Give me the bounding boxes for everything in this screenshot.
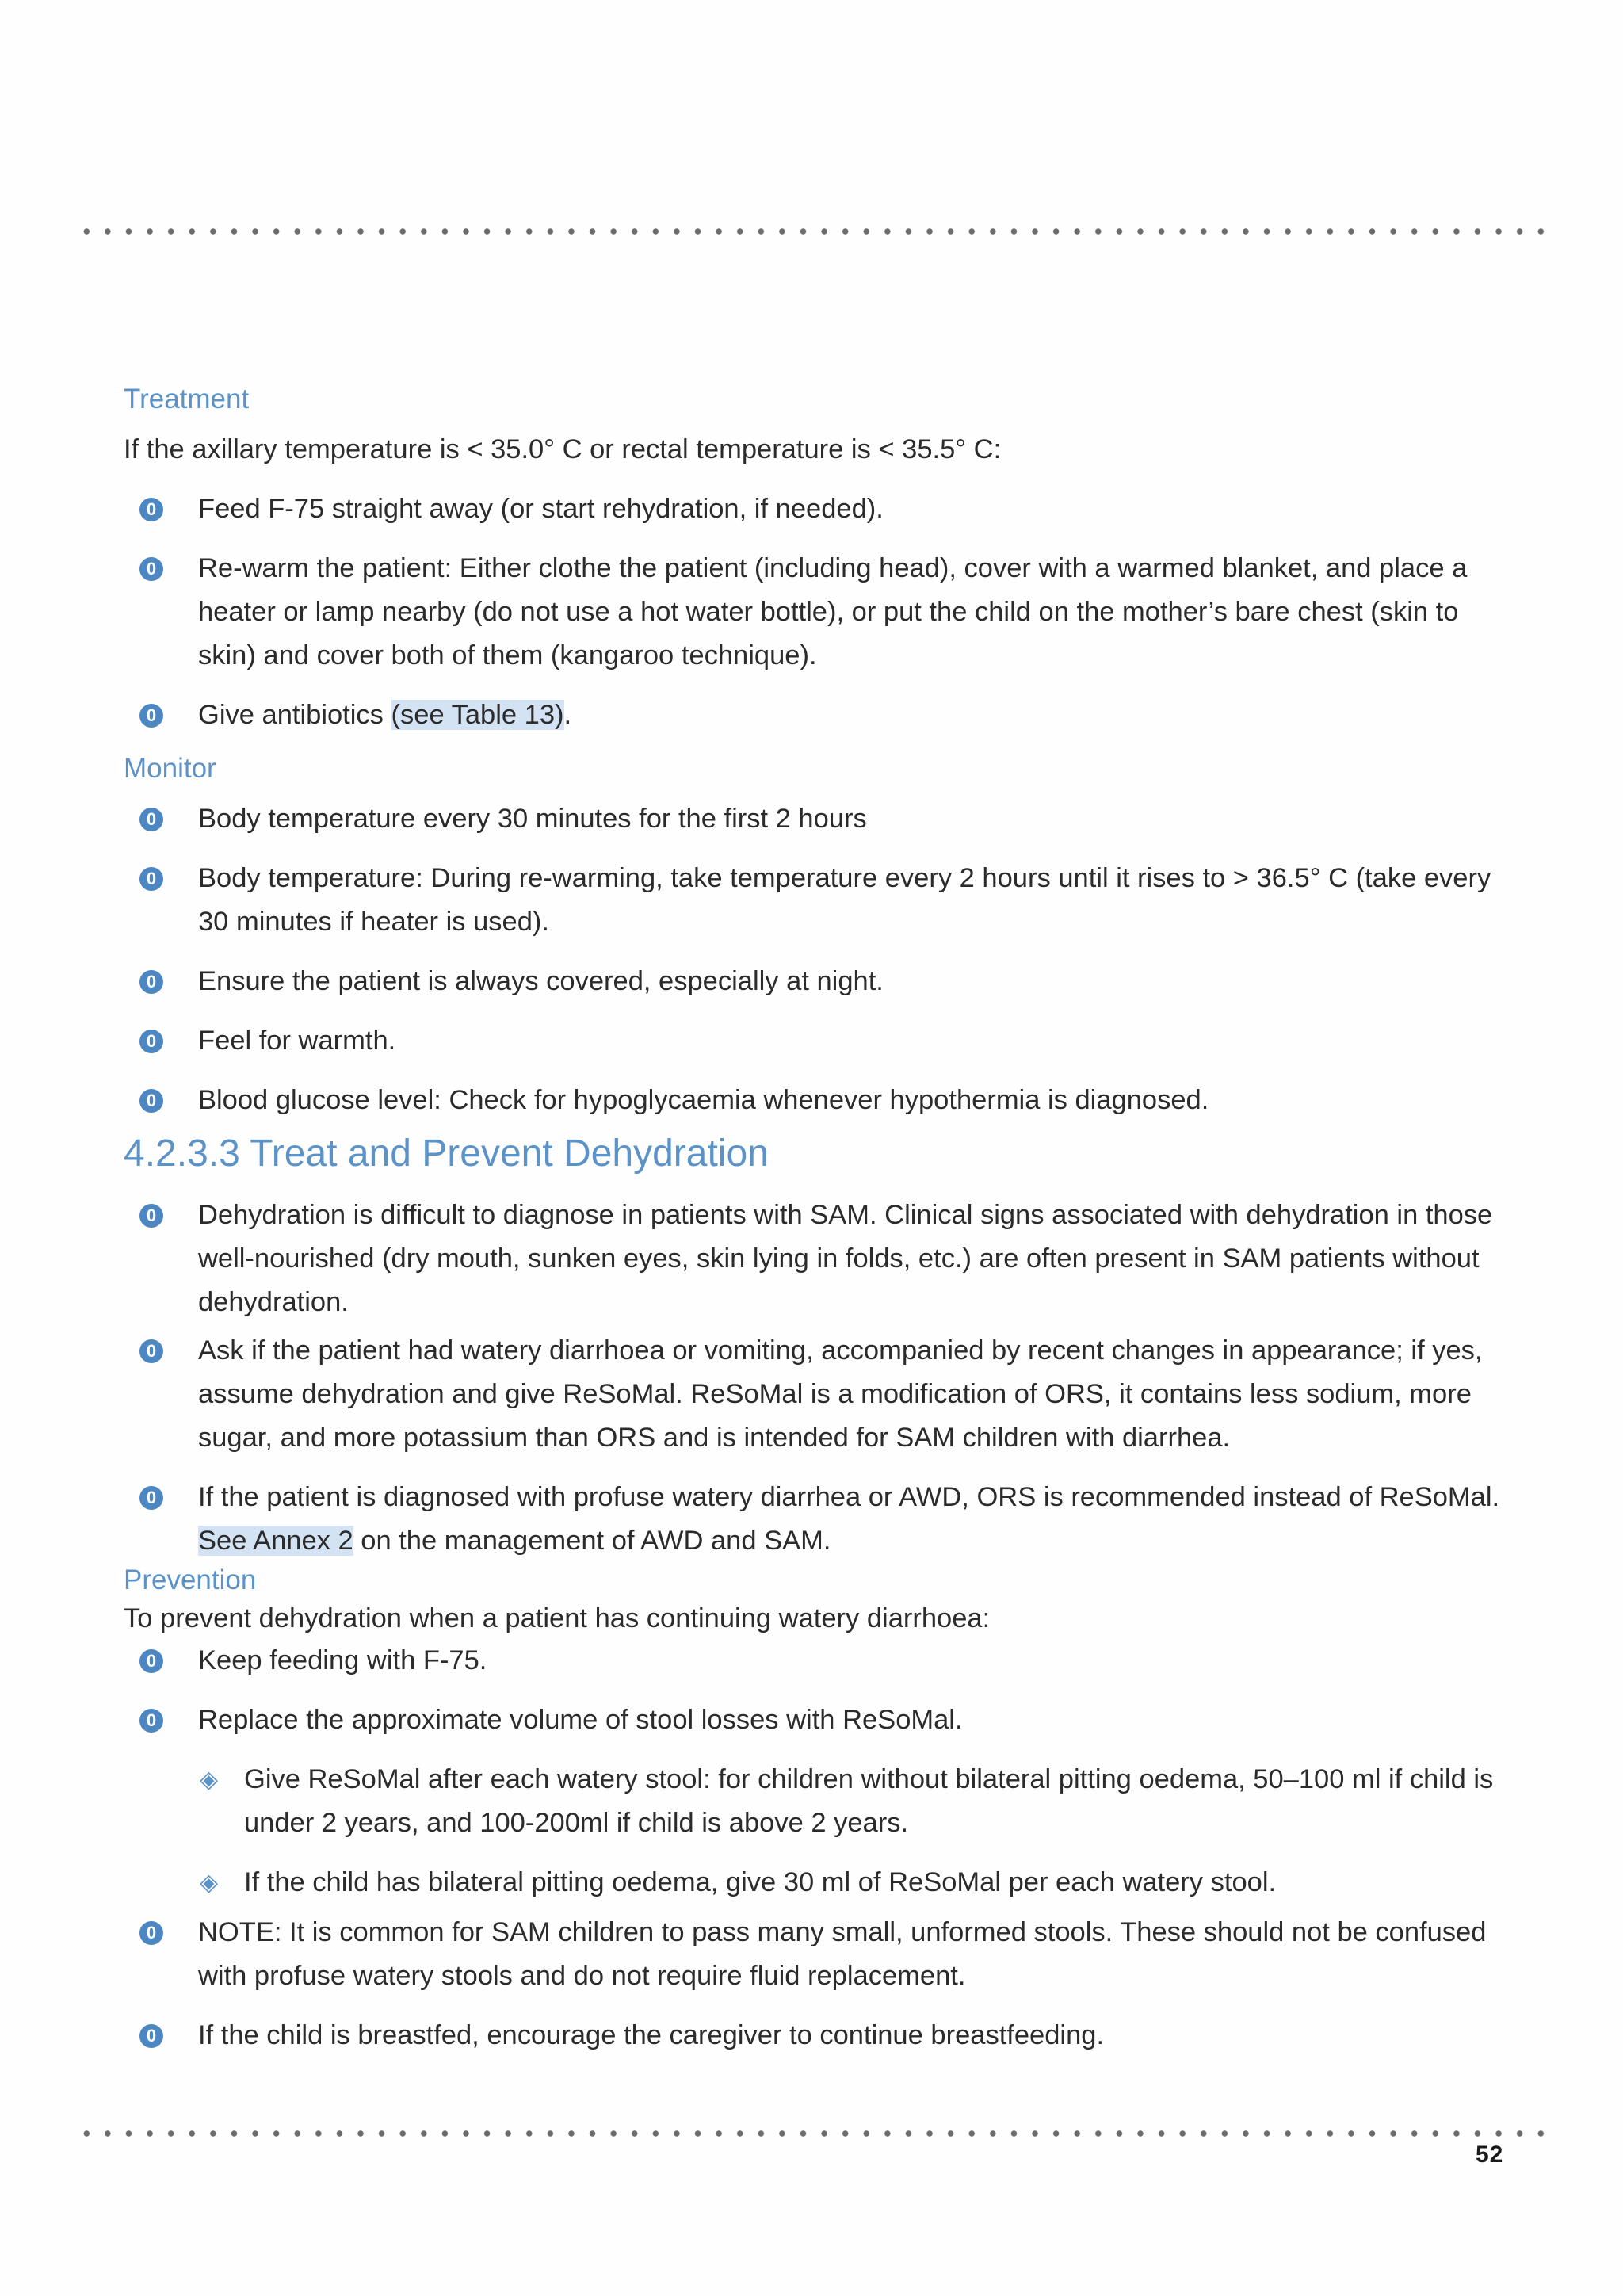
list-item: 0 If the patient is diagnosed with profuse watery diarrhea or AWD, ORS is recommended instead of ReSoMal. See Annex 2 on the management of AWD and SAM. — [124, 1476, 1503, 1563]
bottom-dotted-rule — [76, 2129, 1550, 2138]
sub-list-item: ◈ Give ReSoMal after each watery stool: for children without bilateral pitting oedema, 50–100 ml if child is under 2 years, and 100-200ml if child is above 2 years. — [124, 1758, 1503, 1845]
treatment-heading: Treatment — [124, 384, 250, 415]
list-item: 0 Body temperature every 30 minutes for the first 2 hours — [124, 797, 1503, 841]
list-item: 0 Blood glucose level: Check for hypoglycaemia whenever hypothermia is diagnosed. — [124, 1079, 1503, 1122]
bullet-icon: 0 — [139, 1204, 163, 1228]
bullet-icon: 0 — [139, 1921, 163, 1945]
diamond-bullet-icon: ◈ — [200, 1767, 219, 1793]
page-number: 52 — [1476, 2141, 1504, 2168]
bullet-icon: 0 — [139, 1030, 163, 1053]
bullet-icon: 0 — [139, 704, 163, 728]
monitor-heading: Monitor — [124, 753, 216, 784]
bullet-icon: 0 — [139, 808, 163, 831]
bullet-icon: 0 — [139, 1649, 163, 1673]
list-item: 0 Re-warm the patient: Either clothe the patient (including head), cover with a warmed blanket, and place a heater or lamp nearby (do not use a hot water bottle), or put the child on the mother’s bare chest (skin to skin) and cover both of them (kangaroo technique). — [124, 547, 1503, 678]
list-item: 0 Keep feeding with F-75. — [124, 1639, 1503, 1683]
treatment-list — [124, 487, 1503, 737]
list-item: 0 Feel for warmth. — [124, 1019, 1503, 1063]
list-item: 0 NOTE: It is common for SAM children to pass many small, unformed stools. These should not be confused with profuse watery stools and do not require fluid replacement. — [124, 1911, 1503, 1998]
diamond-bullet-icon: ◈ — [200, 1870, 219, 1896]
bullet-icon: 0 — [139, 970, 163, 994]
prevention-heading: Prevention — [124, 1564, 257, 1595]
bullet-icon: 0 — [139, 2024, 163, 2048]
top-dotted-rule — [76, 227, 1550, 236]
bullet-icon: 0 — [139, 1486, 163, 1510]
prevention-list — [124, 1639, 1503, 2057]
monitor-list — [124, 797, 1503, 1122]
list-item: 0 Ensure the patient is always covered, especially at night. — [124, 960, 1503, 1003]
list-item: 0 Feed F-75 straight away (or start rehydration, if needed). — [124, 487, 1503, 531]
bullet-icon: 0 — [139, 867, 163, 891]
list-item: 0 Replace the approximate volume of stool losses with ReSoMal. — [124, 1698, 1503, 1742]
list-item: 0 Ask if the patient had watery diarrhoea or vomiting, accompanied by recent changes in appearance; if yes, assume dehydration and give ReSoMal. ReSoMal is a modification of ORS, it contains less sodium, more sugar, and more potassium than ORS and is intended for SAM children with diarrhea. — [124, 1329, 1503, 1460]
treatment-intro: If the axillary temperature is < 35.0° C or rectal temperature is < 35.5° C: — [124, 434, 1002, 464]
list-item: 0 Give antibiotics (see Table 13). — [124, 693, 1503, 737]
sub-list-item: ◈ If the child has bilateral pitting oedema, give 30 ml of ReSoMal per each watery stool. — [124, 1861, 1503, 1904]
prevention-intro: To prevent dehydration when a patient has continuing watery diarrhoea: — [124, 1603, 991, 1633]
page-content — [124, 382, 1503, 2057]
bullet-icon: 0 — [139, 1709, 163, 1733]
section-heading: 4.2.3.3 Treat and Prevent Dehydration — [124, 1133, 769, 1175]
list-item: 0 If the child is breastfed, encourage the caregiver to continue breastfeeding. — [124, 2014, 1503, 2057]
bullet-icon: 0 — [139, 1089, 163, 1113]
bullet-icon: 0 — [139, 498, 163, 521]
table-13-link[interactable]: (see Table 13) — [391, 700, 564, 730]
list-item: 0 Body temperature: During re-warming, take temperature every 2 hours until it rises to > 36.5° C (take every 30 minutes if heater is used). — [124, 857, 1503, 944]
bullet-icon: 0 — [139, 1339, 163, 1363]
list-item: 0 Dehydration is difficult to diagnose in patients with SAM. Clinical signs associated with dehydration in those well-nourished (dry mouth, sunken eyes, skin lying in folds, etc.) are often present in SAM patients without dehydration. — [124, 1194, 1503, 1324]
dehydration-list — [124, 1194, 1503, 1563]
annex-2-link[interactable]: See Annex 2 — [198, 1526, 353, 1556]
bullet-icon: 0 — [139, 557, 163, 581]
